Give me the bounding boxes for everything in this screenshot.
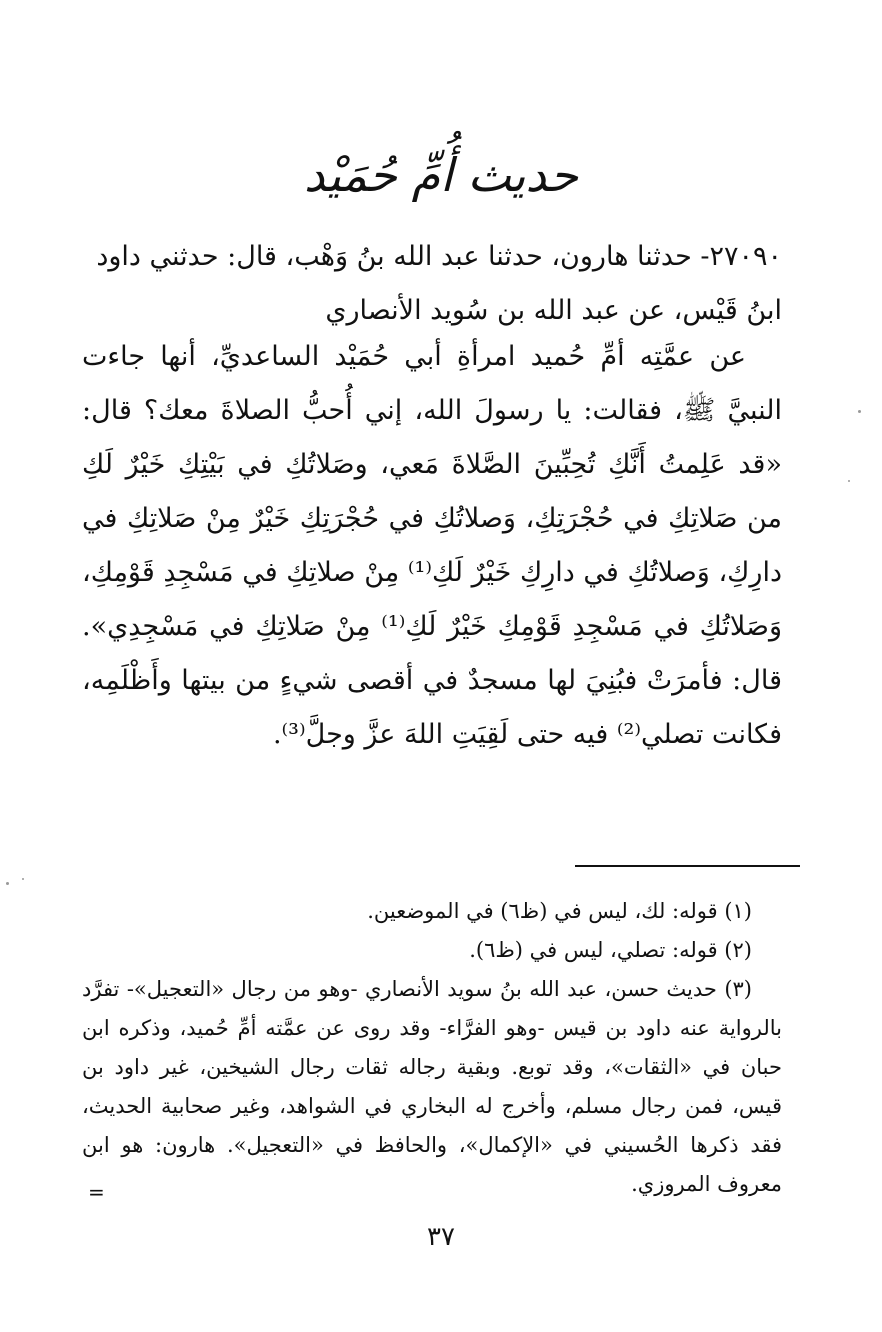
hadith-matn: عن عمَّتِه أمِّ حُميد امرأةِ أبي حُمَيْد الساعديِّ، أنها جاءت النبيَّ ﷺ، فقالت: يا رسولَ الله، إني أُحبُّ الصلاةَ معك؟ قال: «قد عَلِمتُ أَنَّكِ تُحِبِّينَ الصَّلاةَ مَعي، وصَلاتُكِ في بَيْتِكِ خَيْرٌ لَكِ من صَلاتِكِ في حُجْرَتِكِ، وَصلاتُكِ في حُجْرَتِكِ خَيْرٌ مِنْ صَلاتِكِ في دارِكِ، وَصلاتُكِ في دارِكِ خَيْرٌ لَكِ⁽¹⁾ مِنْ صلاتِكِ في مَسْجِدِ قَوْمِكِ، وَصَلاتُكِ في مَسْجِدِ قَوْمِكِ خَيْرٌ لَكِ⁽¹⁾ مِنْ صَلاتِكِ في مَسْجِدِي». قال: فأمرَتْ فبُنِيَ لها مسجدٌ في أقصى شيءٍ من بيتها وأَظْلَمِه، فكانت تصلي⁽²⁾ فيه حتى لَقِيَتِ اللهَ عزَّ وجلَّ⁽³⁾. xyxy=(82,341,782,750)
scan-speck xyxy=(858,410,861,413)
hadith-text xyxy=(82,330,782,762)
page-number: ٣٧ xyxy=(427,1222,455,1252)
hadith-number-line: ٢٧٠٩٠- حدثنا هارون، حدثنا عبد الله بنُ وَهْب، قال: حدثني داود xyxy=(96,241,782,272)
continuation-mark: = xyxy=(88,1180,105,1204)
hadith-chain xyxy=(82,230,782,338)
hadith-chain-line: ابنُ قَيْس، عن عبد الله بن سُويد الأنصاري xyxy=(325,295,782,326)
footnotes xyxy=(82,892,782,1204)
scan-speck xyxy=(6,882,9,885)
footnote-divider xyxy=(575,865,800,867)
scan-speck xyxy=(22,878,24,880)
footnote-2: (٢) قوله: تصلي، ليس في (ظ٦). xyxy=(469,938,752,962)
scan-speck xyxy=(848,480,850,482)
footnote-1: (١) قوله: لك، ليس في (ظ٦) في الموضعين. xyxy=(367,899,752,923)
page-title: حديث أُمِّ حُمَيْد xyxy=(303,148,579,202)
footnote-3: (٣) حديث حسن، عبد الله بنُ سويد الأنصاري -وهو من رجال «التعجيل»- تفرَّد بالرواية عنه داود بن قيس -وهو الفرَّاء- وقد روى عن عمَّته أمِّ حُميد، وذكره ابن حبان في «الثقات»، وقد توبع. وبقية رجاله ثقات رجال الشيخين، غير داود بن قيس، فمن رجال مسلم، وأخرج له البخاري في الشواهد، وغير صحابية الحديث، فقد ذكرها الحُسيني في «الإكمال»، والحافظ في «التعجيل». هارون: هو ابن معروف المروزي. xyxy=(82,977,782,1196)
